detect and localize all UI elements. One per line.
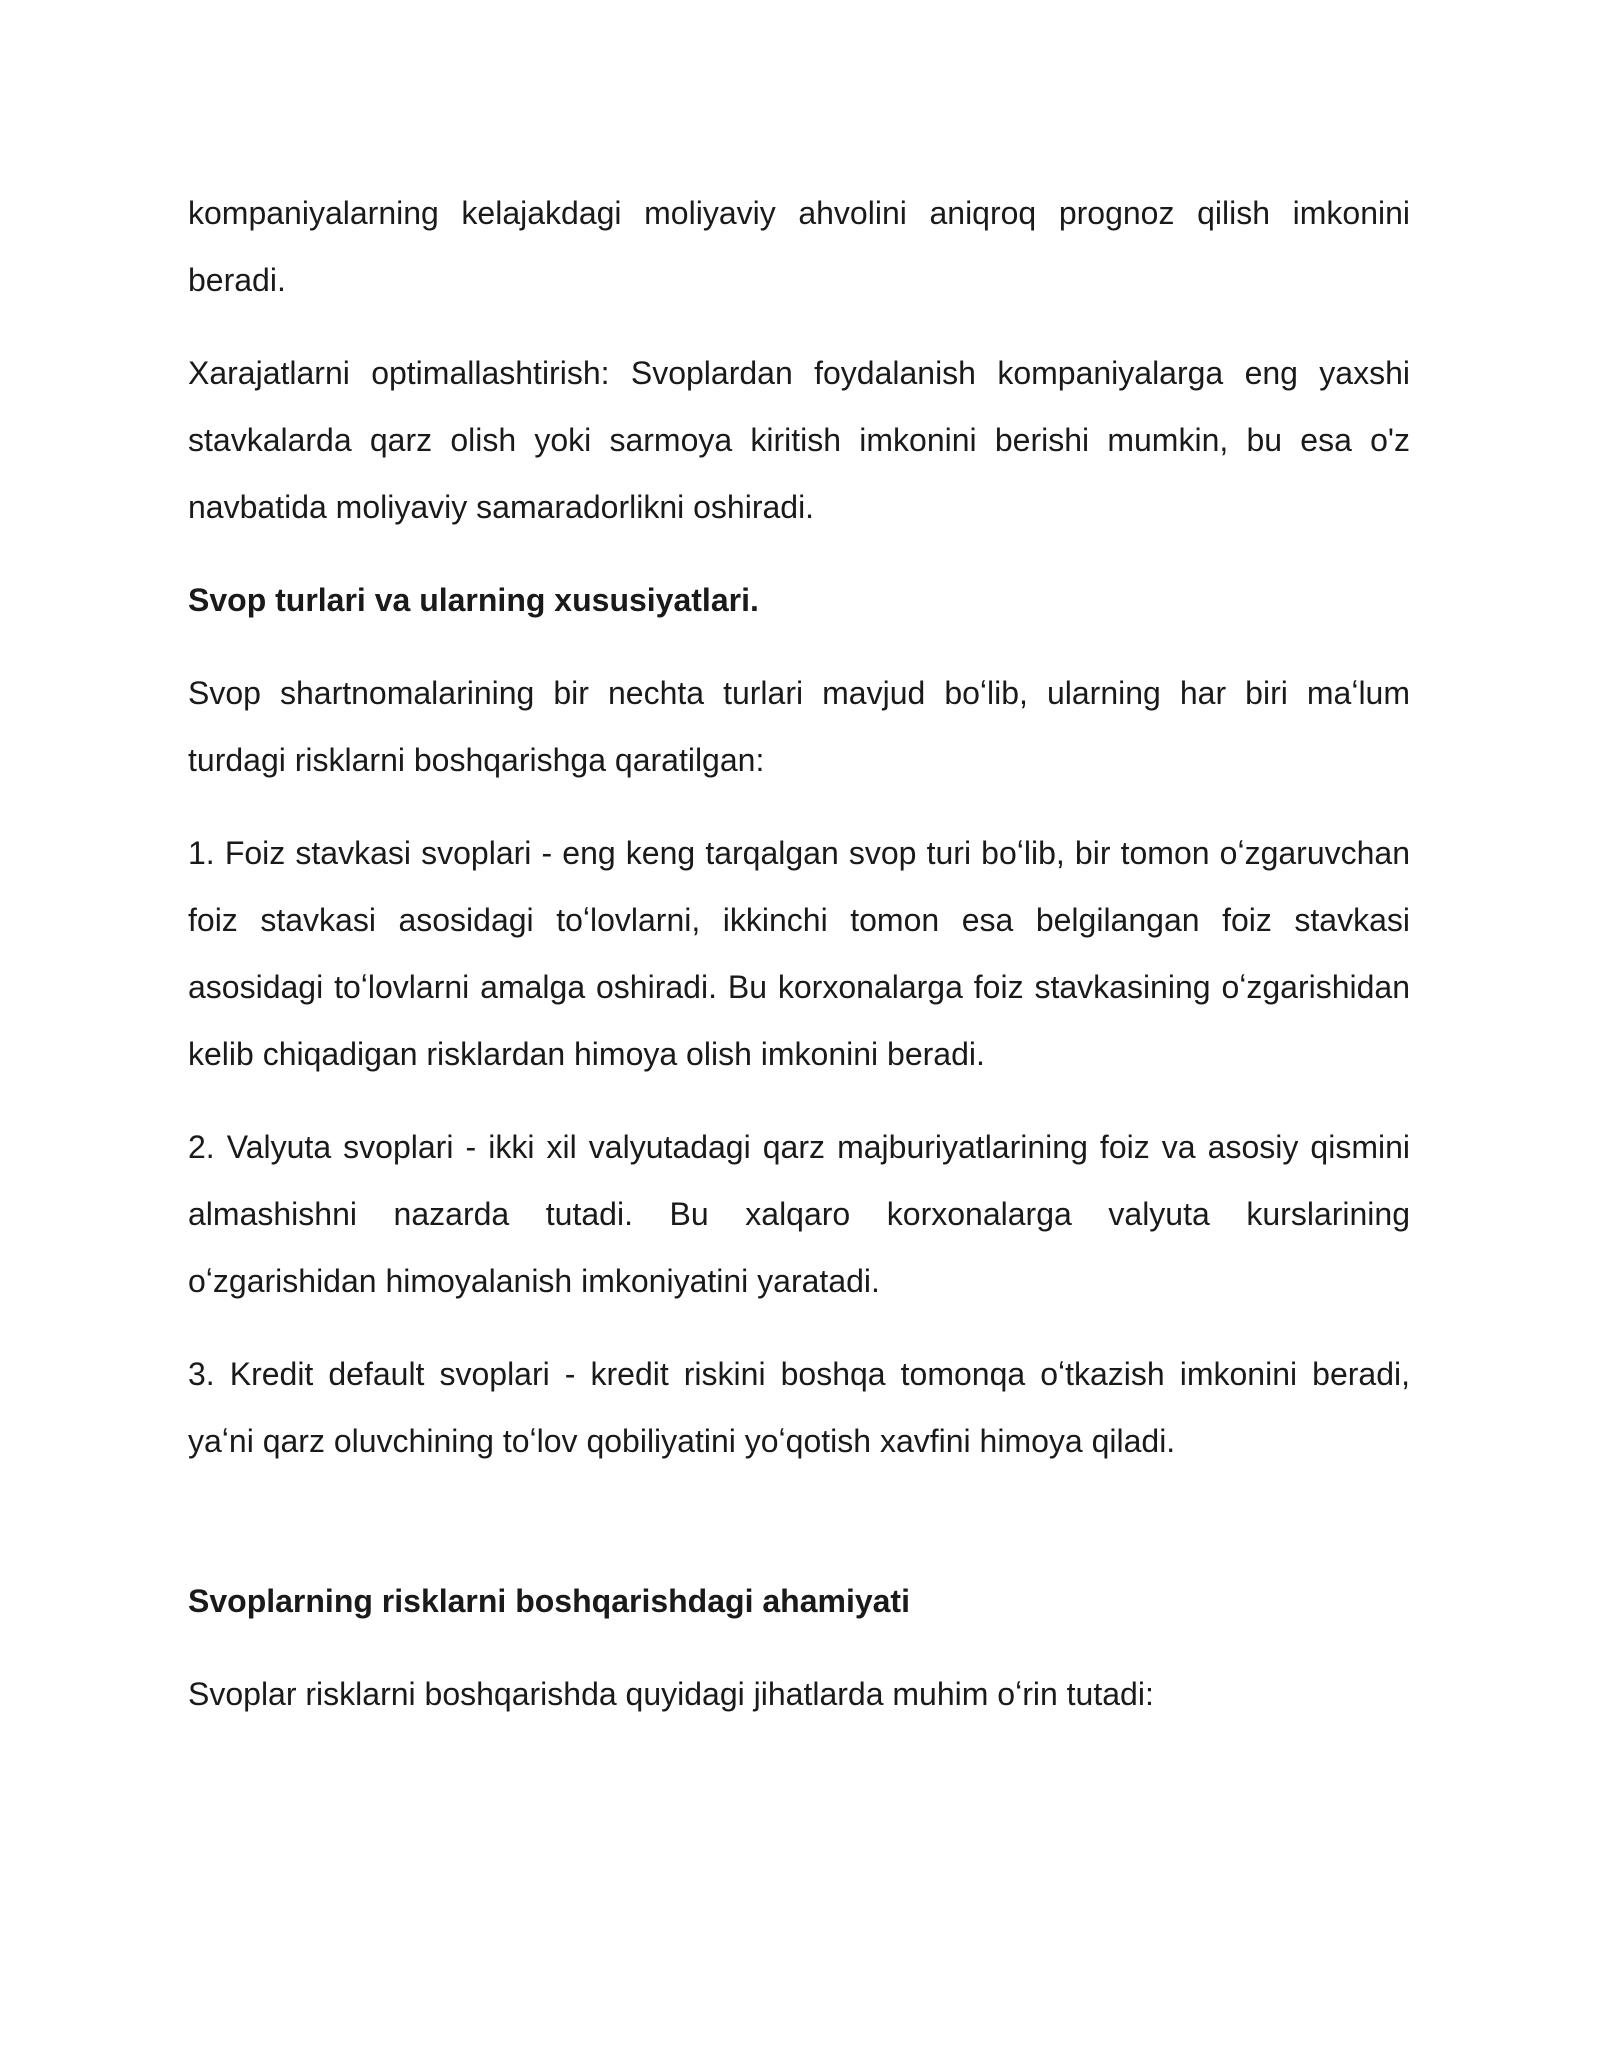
section-heading-swap-types: Svop turlari va ularning xususiyatlari. [188, 582, 759, 618]
document-body [188, 180, 1410, 1754]
paragraph-cost-optimization: Xarajatlarni optimallashtirish: Svoplardan foydalanish kompaniyalarga eng yaxshi stavkalarda qarz olish yoki sarmoya kiritish imkonini berishi mumkin, bu esa o'z navbatida moliyaviy samaradorlikni oshiradi. [188, 355, 1410, 525]
list-item-credit-default-swaps: 3. Kredit default svoplari - kredit riskini boshqa tomonqa oʻtkazish imkonini beradi, yaʻni qarz oluvchining toʻlov qobiliyatini yoʻqotish xavfini himoya qiladi. [188, 1356, 1410, 1459]
section-heading-risk-importance: Svoplarning risklarni boshqarishdagi ahamiyati [188, 1583, 910, 1619]
list-item-currency-swaps: 2. Valyuta svoplari - ikki xil valyutadagi qarz majburiyatlarining foiz va asosiy qismini almashishni nazarda tutadi. Bu xalqaro korxonalarga valyuta kurslarining oʻzgarishidan himoyalanish imkoniyatini yaratadi. [188, 1129, 1410, 1299]
paragraph-risk-importance-intro: Svoplar risklarni boshqarishda quyidagi jihatlarda muhim oʻrin tutadi: [188, 1676, 1154, 1712]
paragraph-forecast-continuation: kompaniyalarning kelajakdagi moliyaviy ahvolini aniqroq prognoz qilish imkonini beradi. [188, 195, 1410, 298]
list-item-interest-rate-swaps: 1. Foiz stavkasi svoplari - eng keng tarqalgan svop turi boʻlib, bir tomon oʻzgaruvchan foiz stavkasi asosidagi toʻlovlarni, ikkinchi tomon esa belgilangan foiz stavkasi asosidagi toʻlovlarni amalga oshiradi. Bu korxonalarga foiz stavkasining oʻzgarishidan kelib chiqadigan risklardan himoya olish imkonini beradi. [188, 835, 1410, 1072]
blank-line [188, 1501, 1410, 1568]
paragraph-swap-types-intro: Svop shartnomalarining bir nechta turlari mavjud boʻlib, ularning har biri maʻlum turdagi risklarni boshqarishga qaratilgan: [188, 675, 1410, 778]
